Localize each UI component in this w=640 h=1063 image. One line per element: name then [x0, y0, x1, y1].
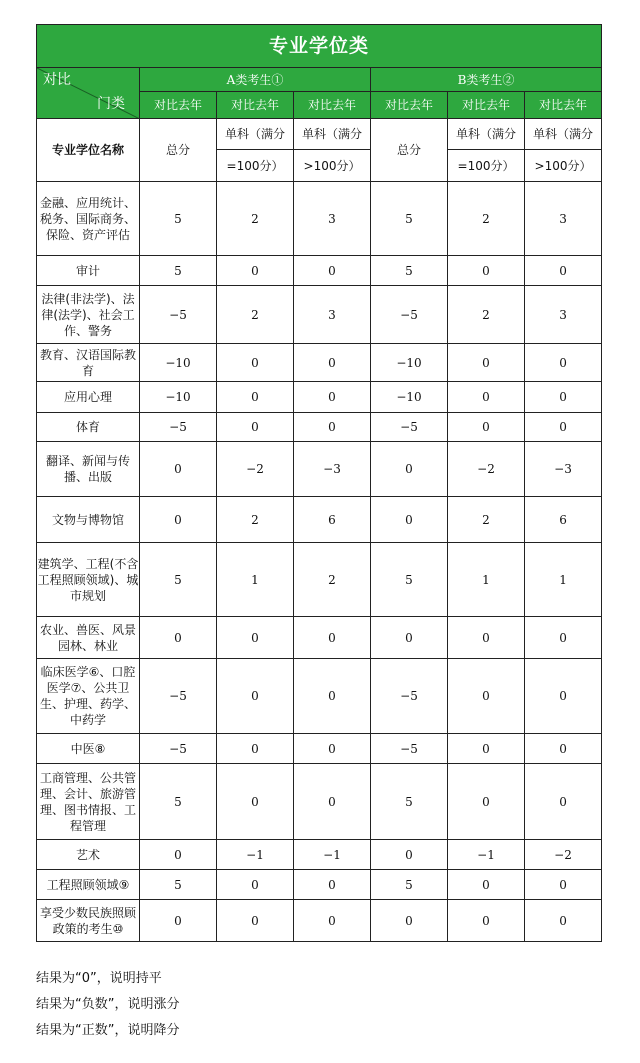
a-total-value: 5 [140, 182, 217, 256]
a-single-high-value: 3 [294, 182, 371, 256]
a-single-low-value: 0 [217, 870, 294, 900]
b-single-low-value: 0 [448, 870, 525, 900]
row-name: 法律(非法学)、法律(法学)、社会工作、警务 [37, 286, 140, 344]
table-row [37, 659, 602, 734]
a-single-high-value: 0 [294, 413, 371, 442]
row-name: 体育 [37, 413, 140, 442]
b-total-value: 5 [371, 182, 448, 256]
a-total-value: −5 [140, 659, 217, 734]
table-row [37, 543, 602, 617]
b-total-value: 5 [371, 543, 448, 617]
a-single-high-value: 0 [294, 256, 371, 286]
a-total-value: 0 [140, 617, 217, 659]
a-single-high-value: 2 [294, 543, 371, 617]
row-name: 临床医学⑥、口腔医学⑦、公共卫生、护理、药学、中药学 [37, 659, 140, 734]
b-single-high-value: 0 [525, 659, 602, 734]
compare-header-b3: 对比去年 [525, 92, 602, 119]
b-total-value: −5 [371, 286, 448, 344]
corner-header-cell [37, 68, 140, 119]
b-single-high-value: 0 [525, 870, 602, 900]
table-row [37, 382, 602, 413]
name-column-header: 专业学位名称 [37, 119, 140, 182]
b-single-low-value: −1 [448, 840, 525, 870]
a-single-high-value: 6 [294, 497, 371, 543]
a-total-value: 5 [140, 764, 217, 840]
b-single-low-value: 0 [448, 617, 525, 659]
row-name: 享受少数民族照顾政策的考生⑩ [37, 900, 140, 942]
group-a-header: A类考生① [140, 68, 371, 92]
b-single-low-value: 2 [448, 182, 525, 256]
a-total-value: 0 [140, 900, 217, 942]
b-single-low-value: 0 [448, 382, 525, 413]
b-single-low-value: 0 [448, 256, 525, 286]
b-total-value: −5 [371, 659, 448, 734]
a-total-value: −10 [140, 344, 217, 382]
row-name: 金融、应用统计、税务、国际商务、保险、资产评估 [37, 182, 140, 256]
table-row [37, 286, 602, 344]
score-change-table [36, 24, 602, 942]
b-single-high-value: 0 [525, 900, 602, 942]
corner-top-label: 对比 [43, 72, 71, 88]
table-row [37, 344, 602, 382]
table-row [37, 497, 602, 543]
a-single-low-value: −2 [217, 442, 294, 497]
b-single-high-value: 0 [525, 344, 602, 382]
b-single-low-value: 0 [448, 413, 525, 442]
b-single-high-value: 6 [525, 497, 602, 543]
a-single-high-header-line1: 单科（满分 [294, 119, 371, 150]
b-single-low-value: 1 [448, 543, 525, 617]
table-row [37, 413, 602, 442]
a-total-value: −5 [140, 734, 217, 764]
b-single-high-value: −2 [525, 840, 602, 870]
corner-bottom-label: 门类 [97, 96, 125, 112]
a-total-value: 0 [140, 840, 217, 870]
b-single-high-value: −3 [525, 442, 602, 497]
table-row [37, 256, 602, 286]
a-single-high-value: 0 [294, 900, 371, 942]
a-single-low-value: 2 [217, 286, 294, 344]
a-single-high-value: −1 [294, 840, 371, 870]
row-name: 文物与博物馆 [37, 497, 140, 543]
a-total-value: 0 [140, 497, 217, 543]
row-name: 翻译、新闻与传播、出版 [37, 442, 140, 497]
a-single-low-value: 0 [217, 413, 294, 442]
b-total-value: −5 [371, 413, 448, 442]
row-name: 审计 [37, 256, 140, 286]
a-single-high-value: 0 [294, 764, 371, 840]
b-total-value: 5 [371, 870, 448, 900]
row-name: 中医⑧ [37, 734, 140, 764]
legend-notes [36, 966, 179, 1044]
b-total-header: 总分 [371, 119, 448, 182]
b-single-low-value: 0 [448, 900, 525, 942]
a-single-low-value: 0 [217, 900, 294, 942]
table-row [37, 617, 602, 659]
b-single-low-value: 0 [448, 344, 525, 382]
row-name: 建筑学、工程(不含工程照顾领域)、城市规划 [37, 543, 140, 617]
compare-header-a3: 对比去年 [294, 92, 371, 119]
a-single-low-value: 0 [217, 617, 294, 659]
note-zero: 结果为“0”，说明持平 [36, 971, 162, 986]
b-single-low-value: −2 [448, 442, 525, 497]
b-single-high-header-line1: 单科（满分 [525, 119, 602, 150]
b-total-value: 0 [371, 617, 448, 659]
a-single-high-value: 0 [294, 659, 371, 734]
b-single-high-value: 0 [525, 382, 602, 413]
note-positive: 结果为“正数”，说明降分 [36, 1023, 180, 1038]
row-name: 农业、兽医、风景园林、林业 [37, 617, 140, 659]
row-name: 艺术 [37, 840, 140, 870]
row-name: 工程照顾领域⑨ [37, 870, 140, 900]
b-total-value: 5 [371, 764, 448, 840]
a-total-value: 5 [140, 256, 217, 286]
a-total-header: 总分 [140, 119, 217, 182]
b-total-value: −10 [371, 382, 448, 413]
b-single-high-header-line2: >100分） [525, 150, 602, 182]
table-row [37, 182, 602, 256]
b-single-high-value: 0 [525, 734, 602, 764]
table-row [37, 442, 602, 497]
b-single-low-value: 0 [448, 764, 525, 840]
b-total-value: 0 [371, 497, 448, 543]
b-total-value: −5 [371, 734, 448, 764]
row-name: 应用心理 [37, 382, 140, 413]
a-single-low-value: 1 [217, 543, 294, 617]
table-title: 专业学位类 [37, 25, 602, 68]
compare-header-b2: 对比去年 [448, 92, 525, 119]
group-b-header: B类考生② [371, 68, 602, 92]
a-total-value: 5 [140, 870, 217, 900]
table-row [37, 840, 602, 870]
b-total-value: 0 [371, 840, 448, 870]
b-total-value: 5 [371, 256, 448, 286]
b-single-low-value: 2 [448, 497, 525, 543]
b-single-high-value: 3 [525, 286, 602, 344]
table-row [37, 764, 602, 840]
a-total-value: 0 [140, 442, 217, 497]
a-single-high-value: 0 [294, 617, 371, 659]
compare-header-a1: 对比去年 [140, 92, 217, 119]
a-total-value: −5 [140, 413, 217, 442]
table-row [37, 734, 602, 764]
b-total-value: 0 [371, 900, 448, 942]
a-single-high-value: −3 [294, 442, 371, 497]
table-row [37, 900, 602, 942]
b-single-low-header-line2: =100分） [448, 150, 525, 182]
a-single-low-value: 0 [217, 382, 294, 413]
b-total-value: 0 [371, 442, 448, 497]
b-single-high-value: 0 [525, 617, 602, 659]
b-single-high-value: 0 [525, 764, 602, 840]
a-single-low-header-line1: 单科（满分 [217, 119, 294, 150]
a-single-low-value: 2 [217, 182, 294, 256]
b-single-high-value: 0 [525, 256, 602, 286]
b-single-high-value: 3 [525, 182, 602, 256]
b-single-low-value: 2 [448, 286, 525, 344]
a-single-low-value: −1 [217, 840, 294, 870]
compare-header-a2: 对比去年 [217, 92, 294, 119]
a-single-low-value: 0 [217, 344, 294, 382]
a-single-high-value: 0 [294, 734, 371, 764]
a-single-high-header-line2: >100分） [294, 150, 371, 182]
a-single-low-header-line2: =100分） [217, 150, 294, 182]
a-single-low-value: 0 [217, 659, 294, 734]
a-single-high-value: 3 [294, 286, 371, 344]
b-single-low-header-line1: 单科（满分 [448, 119, 525, 150]
b-single-low-value: 0 [448, 734, 525, 764]
a-single-high-value: 0 [294, 382, 371, 413]
compare-header-b1: 对比去年 [371, 92, 448, 119]
a-single-high-value: 0 [294, 870, 371, 900]
a-single-low-value: 2 [217, 497, 294, 543]
a-single-low-value: 0 [217, 256, 294, 286]
row-name: 教育、汉语国际教育 [37, 344, 140, 382]
row-name: 工商管理、公共管理、会计、旅游管理、图书情报、工程管理 [37, 764, 140, 840]
a-single-low-value: 0 [217, 764, 294, 840]
a-total-value: −10 [140, 382, 217, 413]
b-single-high-value: 1 [525, 543, 602, 617]
b-single-high-value: 0 [525, 413, 602, 442]
b-total-value: −10 [371, 344, 448, 382]
a-single-low-value: 0 [217, 734, 294, 764]
a-single-high-value: 0 [294, 344, 371, 382]
b-single-low-value: 0 [448, 659, 525, 734]
a-total-value: −5 [140, 286, 217, 344]
a-total-value: 5 [140, 543, 217, 617]
note-negative: 结果为“负数”，说明涨分 [36, 997, 180, 1012]
table-row [37, 870, 602, 900]
